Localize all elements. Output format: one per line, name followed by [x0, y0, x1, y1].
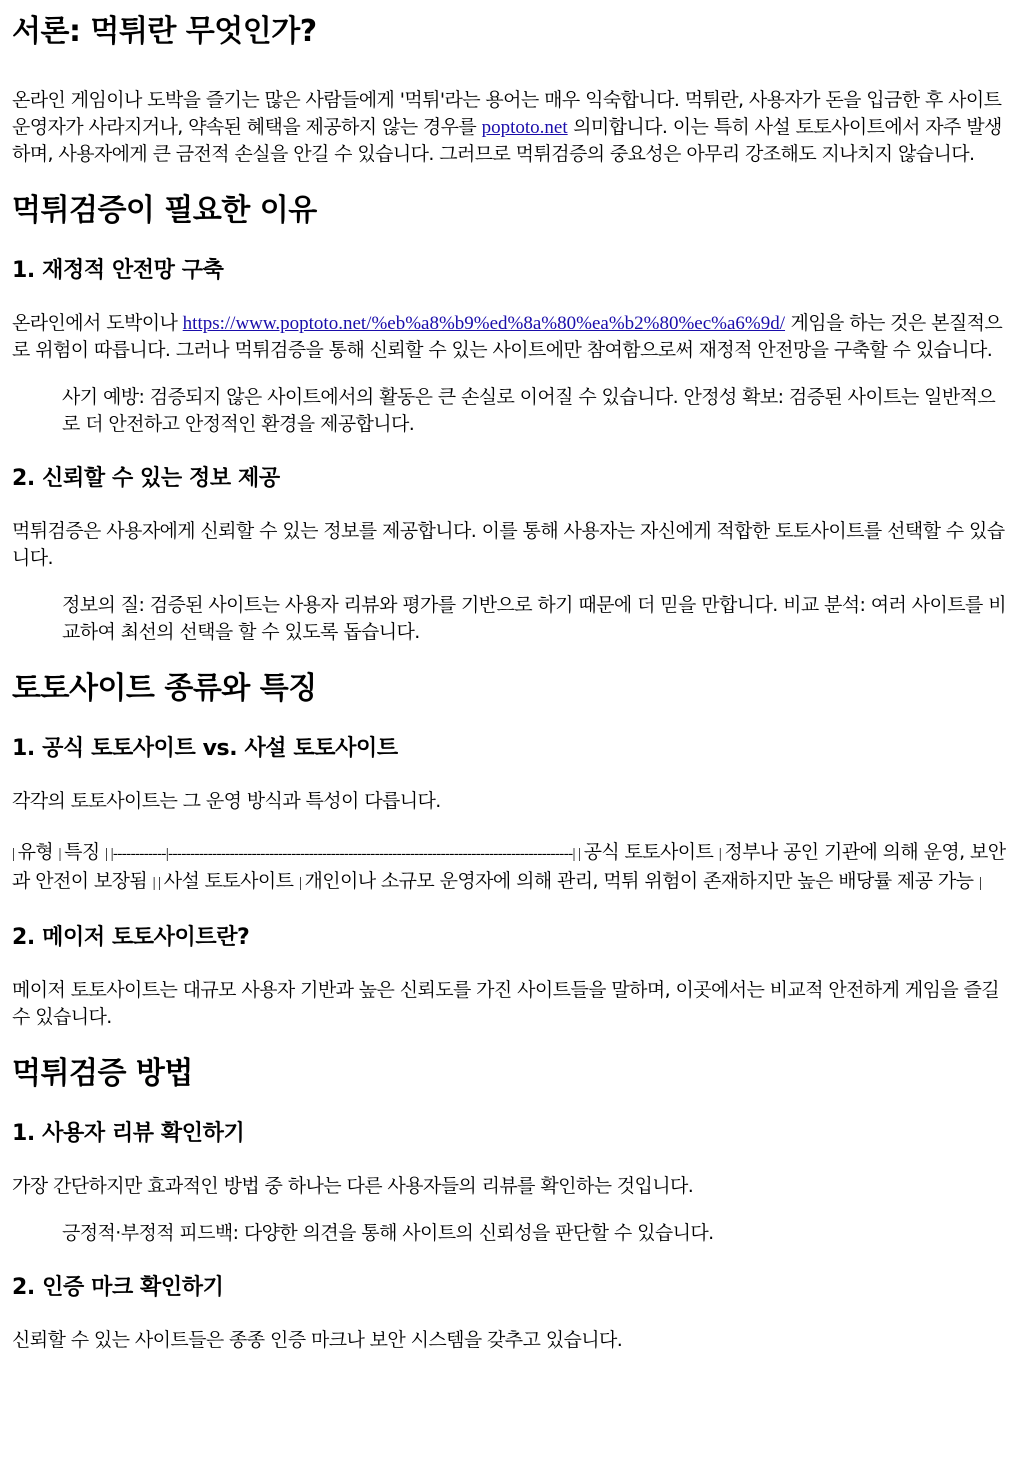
why-s2-quote: 정보의 질: 검증된 사이트는 사용자 리뷰와 평가를 기반으로 하기 때문에 더 믿을 만합니다. 비교 분석: 여러 사이트를 비교하여 최선의 선택을 할 수 있도록 돕습니다. — [62, 594, 1006, 643]
types-s1-heading: 1. 공식 토토사이트 vs. 사설 토토사이트 — [12, 736, 398, 761]
why-s1-paragraph — [12, 310, 1012, 364]
table-pipe-text: | — [58, 846, 65, 862]
why-s1-heading: 1. 재정적 안전망 구축 — [12, 258, 224, 283]
intro-paragraph — [12, 87, 1012, 168]
why-s1-text-after-link: 게임을 하는 것은 본질적으로 위험이 따릅니다. 그러나 먹튀검증을 통해 신뢰할 수 있는 사이트에만 참여함으로써 재정적 안전망을 구축할 수 있습니다. — [12, 312, 1003, 361]
table-cell-text: 공식 토토사이트 — [583, 841, 719, 863]
poptoto-link[interactable]: poptoto.net — [481, 117, 568, 138]
methods-heading: 먹튀검증 방법 — [12, 1056, 193, 1091]
table-cell-text: 유형 — [17, 841, 59, 863]
verification-url-link[interactable]: https://www.poptoto.net/%eb%a8%b9%ed%8a%80%ea%b2%80%ec%a6%9d/ — [182, 313, 786, 334]
table-pipe-text: | — [718, 846, 725, 862]
table-cell-text: 정부나 공인 기관에 의해 운영, 보안과 안전이 보장됨 — [12, 841, 1006, 892]
table-pipe-text: | | — [152, 875, 164, 891]
intro-heading: 서론: 먹튀란 무엇인가? — [12, 14, 317, 49]
types-s1-paragraph: 각각의 토토사이트는 그 운영 방식과 특성이 다릅니다. — [12, 790, 441, 812]
methods-s1-heading: 1. 사용자 리뷰 확인하기 — [12, 1121, 245, 1146]
methods-s2-paragraph: 신뢰할 수 있는 사이트들은 종종 인증 마크나 보안 시스템을 갖추고 있습니다. — [12, 1329, 623, 1351]
types-heading: 토토사이트 종류와 특징 — [12, 671, 317, 706]
table-pipe-text: | — [12, 846, 18, 862]
table-cell-text: 특징 — [64, 841, 106, 863]
why-s1-text-before-link: 온라인에서 도박이나 — [12, 312, 183, 334]
why-s2-paragraph: 먹튀검증은 사용자에게 신뢰할 수 있는 정보를 제공합니다. 이를 통해 사용자는 자신에게 적합한 토토사이트를 선택할 수 있습니다. — [12, 520, 1005, 569]
types-s2-heading: 2. 메이저 토토사이트란? — [12, 925, 250, 950]
table-pipe-text: | |------------|--------------------------------------------------------------------------------------------| | — [105, 846, 584, 862]
why-heading: 먹튀검증이 필요한 이유 — [12, 193, 317, 228]
types-s2-paragraph: 메이저 토토사이트는 대규모 사용자 기반과 높은 신뢰도를 가진 사이트들을 말하며, 이곳에서는 비교적 안전하게 게임을 즐길 수 있습니다. — [12, 979, 1000, 1028]
intro-text-after-link: 의미합니다. 이는 특히 사설 토토사이트에서 자주 발생하며, 사용자에게 큰 금전적 손실을 안길 수 있습니다. 그러므로 먹튀검증의 중요성은 아무리 강조해도 지나치지 않습니다. — [12, 116, 1002, 165]
methods-s1-quote: 긍정적·부정적 피드백: 다양한 의견을 통해 사이트의 신뢰성을 판단할 수 있습니다. — [62, 1222, 714, 1244]
markdown-table-text — [12, 839, 1012, 897]
methods-s1-paragraph: 가장 간단하지만 효과적인 방법 중 하나는 다른 사용자들의 리뷰를 확인하는 것입니다. — [12, 1175, 694, 1197]
why-s1-quote: 사기 예방: 검증되지 않은 사이트에서의 활동은 큰 손실로 이어질 수 있습니다. 안정성 확보: 검증된 사이트는 일반적으로 더 안전하고 안정적인 환경을 제공합니다. — [62, 386, 996, 435]
table-pipe-text: | — [978, 875, 982, 891]
table-cell-text: 개인이나 소규모 운영자에 의해 관리, 먹튀 위험이 존재하지만 높은 배당률 제공 가능 — [304, 870, 979, 892]
table-pipe-text: | — [298, 875, 305, 891]
methods-s2-heading: 2. 인증 마크 확인하기 — [12, 1275, 224, 1300]
intro-text-before-link: 온라인 게임이나 도박을 즐기는 많은 사람들에게 '먹튀'라는 용어는 매우 익숙합니다. 먹튀란, 사용자가 돈을 입금한 후 사이트 운영자가 사라지거나, 약속된 혜택을 제공하지 않는 경우를 — [12, 89, 1002, 138]
article — [0, 13, 1024, 1354]
why-s2-heading: 2. 신뢰할 수 있는 정보 제공 — [12, 466, 280, 491]
table-cell-text: 사설 토토사이트 — [163, 870, 299, 892]
